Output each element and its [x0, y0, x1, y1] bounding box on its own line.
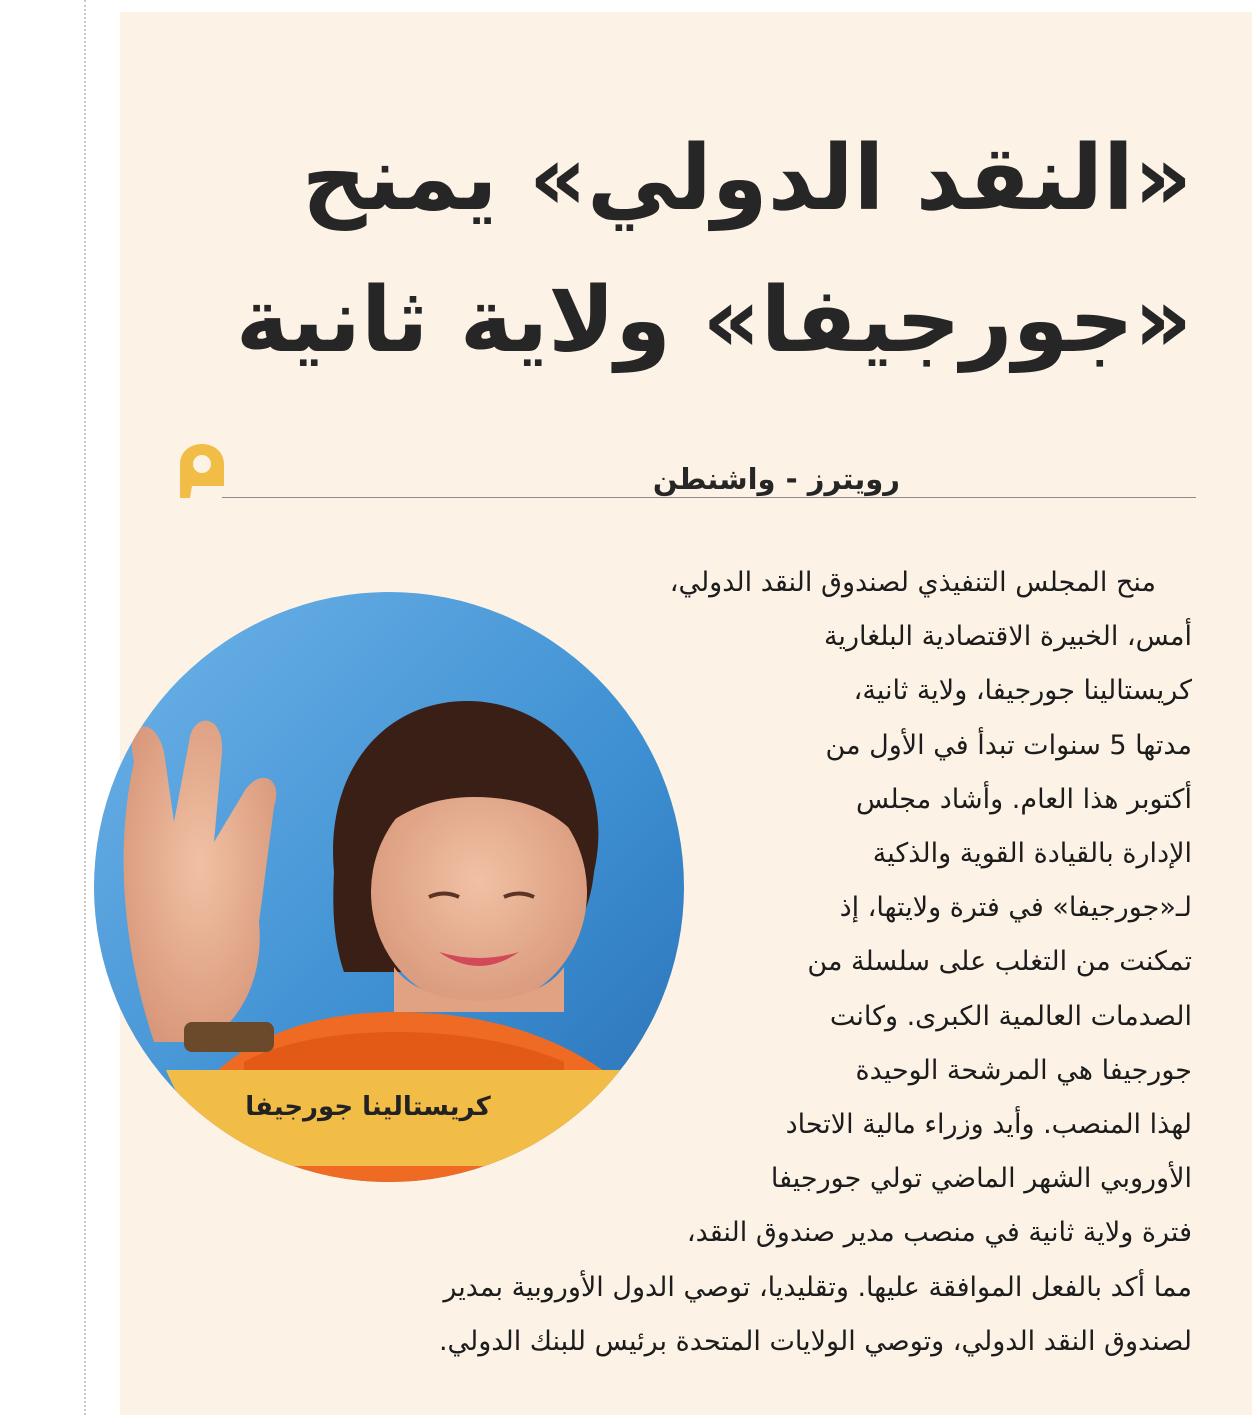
headline-line-2: «جورجيفا» ولاية ثانية [235, 268, 1192, 373]
headline [192, 108, 1192, 392]
body-line-8: تمكنت من التغلب على سلسلة من [807, 946, 1192, 978]
body-line-10: جورجيفا هي المرشحة الوحيدة [855, 1054, 1192, 1086]
byline-divider [222, 497, 1196, 498]
body-line-1: منح المجلس التنفيذي لصندوق النقد الدولي، [669, 567, 1156, 598]
headline-line-1: «النقد الدولي» يمنح [301, 126, 1192, 231]
body-line-9: الصدمات العالمية الكبرى. وكانت [829, 1000, 1192, 1032]
body-line-7: لـ«جورجيفا» في فترة ولايتها، إذ [839, 892, 1192, 924]
body-line-4: مدتها 5 سنوات تبدأ في الأول من [825, 729, 1192, 761]
byline: رويترز - واشنطن [652, 462, 900, 496]
photo-caption: كريستالينا جورجيفا [245, 1092, 491, 1122]
body-line-15: لصندوق النقد الدولي، وتوصي الولايات المتحدة برئيس للبنك الدولي. [438, 1325, 1192, 1357]
body-line-12: الأوروبي الشهر الماضي تولي جورجيفا [770, 1163, 1192, 1195]
body-line-5: أكتوبر هذا العام. وأشاد مجلس [855, 783, 1192, 815]
brand-logo-icon [178, 442, 226, 500]
body-line-2: أمس، الخبيرة الاقتصادية البلغارية [823, 621, 1192, 653]
body-line-14: مما أكد بالفعل الموافقة عليها. وتقليديا، توصي الدول الأوروبية بمدير [443, 1271, 1192, 1303]
body-line-6: الإدارة بالقيادة القوية والذكية [872, 838, 1192, 870]
body-line-11: لهذا المنصب. وأيد وزراء مالية الاتحاد [785, 1109, 1192, 1141]
body-line-13: فترة ولاية ثانية في منصب مدير صندوق النقد، [686, 1217, 1192, 1249]
article-body [0, 556, 1252, 1376]
body-line-3: كريستالينا جورجيفا، ولاية ثانية، [853, 675, 1192, 707]
